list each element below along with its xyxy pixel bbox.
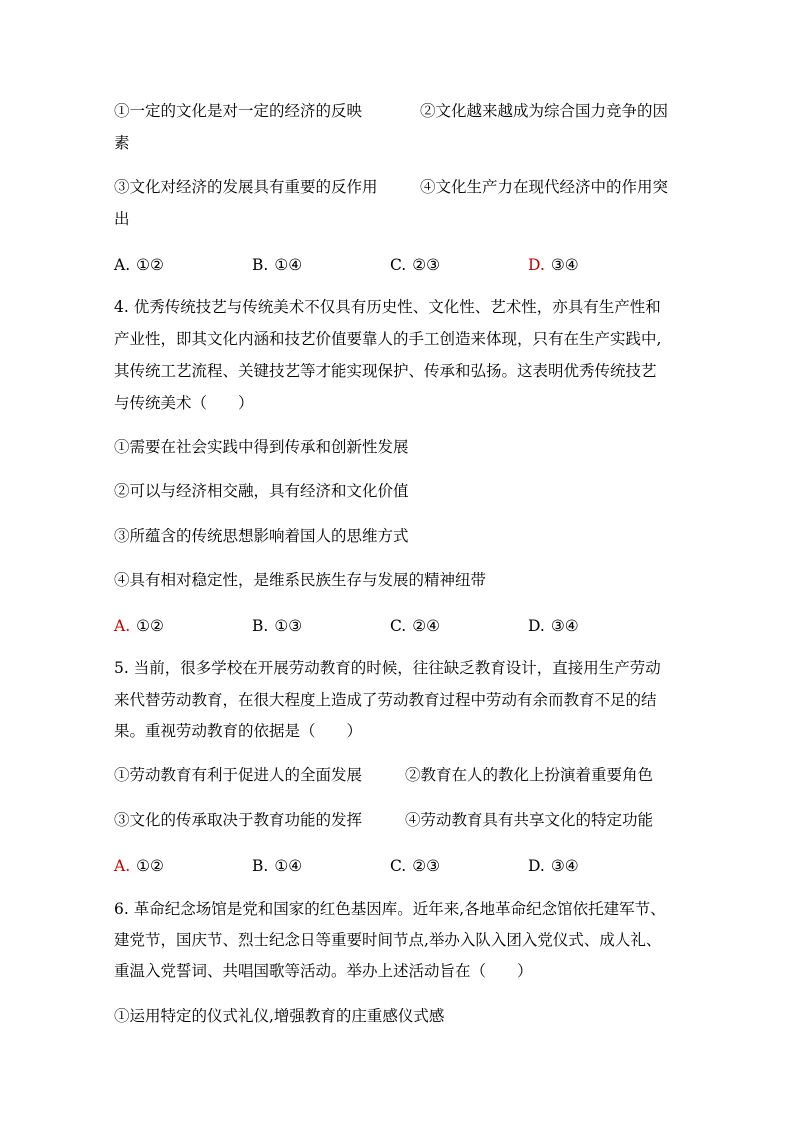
q5-option-row-2 xyxy=(114,810,684,830)
q4-option-2: ②可以与经济相交融，具有经济和文化价值 xyxy=(114,482,409,500)
q4-choice-b[interactable]: B. ①③ xyxy=(252,617,303,635)
q5-stem-line-3: 果。重视劳动教育的依据是（ ） xyxy=(114,722,363,740)
q4-option-4: ④具有相对稳定性，是维系民族生存与发展的精神纽带 xyxy=(114,571,487,589)
q4-option-1: ①需要在社会实践中得到传承和创新性发展 xyxy=(114,438,409,456)
q4-choice-c[interactable]: C. ②④ xyxy=(390,617,441,635)
q5-choice-a[interactable]: A. ①② xyxy=(114,857,164,875)
q5-option-4: ④劳动教育具有共享文化的特定功能 xyxy=(405,811,654,829)
q6-stem-line-2: 建党节，国庆节、烈士纪念日等重要时间节点,举办入队入团入党仪式、成人礼、 xyxy=(114,931,662,949)
q5-stem-line-1: 5. 当前，很多学校在开展劳动教育的时候，往往缺乏教育设计，直接用生产劳动 xyxy=(114,659,661,677)
q3-option-row-2 xyxy=(114,177,684,197)
q4-stem-line-2: 产业性，即其文化内涵和技艺价值要靠人的手工创造来体现，只有在生产实践中, xyxy=(114,330,662,348)
q5-option-2: ②教育在人的教化上扮演着重要角色 xyxy=(405,766,654,784)
q4-choice-a[interactable]: A. ①② xyxy=(114,617,164,635)
q6-option-1: ①运用特定的仪式礼仪,增强教育的庄重感仪式感 xyxy=(114,1007,445,1025)
q3-choice-d[interactable]: D. ③④ xyxy=(528,256,579,274)
q5-option-3: ③文化的传承取决于教育功能的发挥 xyxy=(114,811,363,829)
q3-option-1: ①一定的文化是对一定的经济的反映 xyxy=(114,102,363,120)
q3-option-row-1 xyxy=(114,101,684,121)
q3-option-2: ②文化越来越成为综合国力竞争的因 xyxy=(420,102,669,120)
q4-stem-line-4: 与传统美术（ ） xyxy=(114,394,254,412)
q3-choice-c[interactable]: C. ②③ xyxy=(390,256,441,274)
q3-choice-b[interactable]: B. ①④ xyxy=(252,256,303,274)
q4-stem-line-1: 4. 优秀传统技艺与传统美术不仅具有历史性、文化性、艺术性，亦具有生产性和 xyxy=(114,298,661,316)
q3-option-4-cont: 出 xyxy=(114,210,130,228)
q5-choice-c[interactable]: C. ②③ xyxy=(390,857,441,875)
q5-choice-b[interactable]: B. ①④ xyxy=(252,857,303,875)
q4-stem-line-3: 其传统工艺流程、关键技艺等才能实现保护、传承和弘扬。这表明优秀传统技艺 xyxy=(114,362,657,380)
q5-choice-d[interactable]: D. ③④ xyxy=(528,857,579,875)
q5-option-row-1 xyxy=(114,765,684,785)
q4-option-3: ③所蕴含的传统思想影响着国人的思维方式 xyxy=(114,527,409,545)
q4-choice-d[interactable]: D. ③④ xyxy=(528,617,579,635)
q6-stem-line-1: 6. 革命纪念场馆是党和国家的红色基因库。近年来,各地革命纪念馆依托建军节、 xyxy=(114,900,666,918)
q3-choice-a[interactable]: A. ①② xyxy=(114,256,164,274)
q5-stem-line-2: 来代替劳动教育，在很大程度上造成了劳动教育过程中劳动有余而教育不足的结 xyxy=(114,691,657,709)
q5-option-1: ①劳动教育有利于促进人的全面发展 xyxy=(114,766,363,784)
q6-stem-line-3: 重温入党誓词、共唱国歌等活动。举办上述活动旨在（ ） xyxy=(114,962,533,980)
q3-option-2-cont: 素 xyxy=(114,134,130,152)
q3-option-4: ④文化生产力在现代经济中的作用突 xyxy=(420,178,669,196)
q3-option-3: ③文化对经济的发展具有重要的反作用 xyxy=(114,178,378,196)
